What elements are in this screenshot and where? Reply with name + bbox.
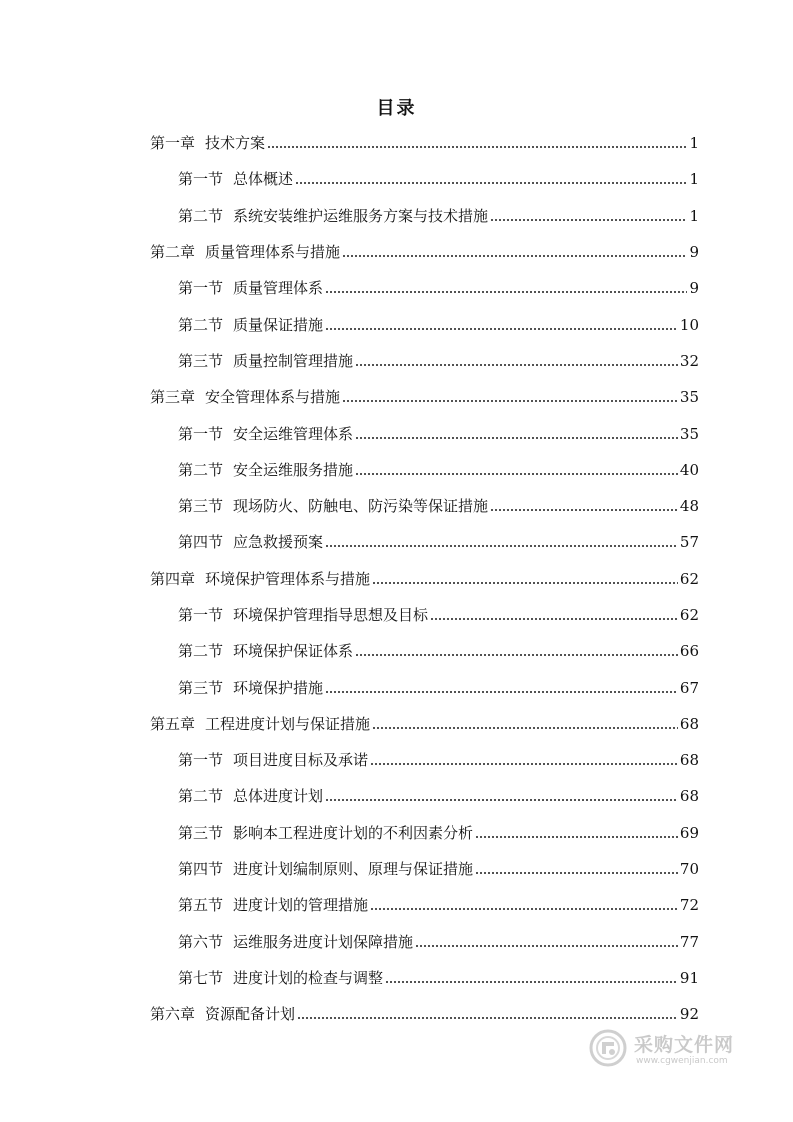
- toc-leader-dots: [415, 945, 678, 947]
- toc-page-number: 68: [679, 787, 699, 806]
- toc-page-number: 1: [689, 170, 699, 189]
- toc-entry-prefix: 第一节: [178, 170, 224, 189]
- toc-entry-text: 进度计划的管理措施: [233, 896, 369, 915]
- toc-page-number: 62: [679, 569, 699, 588]
- toc-entry[interactable]: [0, 161, 793, 197]
- toc-entry-prefix: 第三节: [178, 351, 224, 370]
- toc-entry-text: 总体概述: [233, 170, 294, 189]
- toc-leader-dots: [325, 545, 678, 547]
- toc-leader-dots: [490, 509, 678, 511]
- toc-leader-dots: [370, 763, 678, 765]
- toc-page-number: 9: [689, 243, 699, 262]
- toc-entry-prefix: 第一节: [178, 279, 224, 298]
- toc-entry-text: 质量管理体系: [233, 279, 324, 298]
- toc-entry[interactable]: [0, 306, 793, 342]
- toc-page-number: 68: [679, 751, 699, 770]
- toc-leader-dots: [342, 255, 687, 257]
- toc-entry[interactable]: [0, 960, 793, 996]
- toc-entry-text: 环境保护措施: [233, 678, 324, 697]
- toc-entry-text: 环境保护保证体系: [233, 642, 354, 661]
- toc-entry-prefix: 第二节: [178, 315, 224, 334]
- toc-entry-text: 质量管理体系与措施: [205, 243, 341, 262]
- toc-entry-prefix: 第六节: [178, 932, 224, 951]
- toc-entry-text: 运维服务进度计划保障措施: [233, 932, 414, 951]
- toc-entry-text: 现场防火、防触电、防污染等保证措施: [233, 497, 489, 516]
- toc-page-number: 48: [679, 497, 699, 516]
- toc-leader-dots: [295, 182, 687, 184]
- toc-entry-text: 环境保护管理体系与措施: [205, 569, 371, 588]
- toc-entry[interactable]: [0, 851, 793, 887]
- watermark: [588, 1024, 758, 1074]
- toc-page-number: 57: [679, 533, 699, 552]
- toc-leader-dots: [372, 727, 678, 729]
- toc-entry[interactable]: [0, 234, 793, 270]
- toc-entry-text: 资源配备计划: [205, 1005, 296, 1024]
- toc-entry-text: 安全运维管理体系: [233, 424, 354, 443]
- toc-page-number: 70: [679, 860, 699, 879]
- toc-leader-dots: [325, 291, 687, 293]
- toc-entry[interactable]: [0, 198, 793, 234]
- toc-page-number: 62: [679, 606, 699, 624]
- toc-leader-dots: [342, 400, 678, 402]
- toc-page-number: 35: [679, 424, 699, 443]
- toc-leader-dots: [355, 364, 678, 366]
- toc-leader-dots: [355, 654, 678, 656]
- toc-entry-text: 总体进度计划: [233, 787, 324, 806]
- toc-entry-prefix: 第二节: [178, 460, 224, 479]
- toc-entry-prefix: 第一节: [178, 606, 224, 624]
- toc-entry-prefix: 第四章: [150, 569, 196, 588]
- toc-leader-dots: [490, 219, 687, 221]
- toc-entry[interactable]: [0, 452, 793, 488]
- toc-entry-prefix: 第三节: [178, 823, 224, 842]
- toc-leader-dots: [385, 981, 678, 983]
- toc-entry[interactable]: [0, 669, 793, 705]
- toc-entry[interactable]: [0, 887, 793, 923]
- toc-entry[interactable]: [0, 778, 793, 814]
- toc-entry-prefix: 第三章: [150, 388, 196, 407]
- toc-page-number: 1: [689, 206, 699, 225]
- toc-entry[interactable]: [0, 561, 793, 597]
- toc-entry[interactable]: [0, 742, 793, 778]
- toc-entry[interactable]: [0, 706, 793, 742]
- toc-entry-text: 应急救援预案: [233, 533, 324, 552]
- toc-entry-prefix: 第五节: [178, 896, 224, 915]
- toc-entry-text: 系统安装维护运维服务方案与技术措施: [233, 206, 489, 225]
- toc-entry-text: 项目进度目标及承诺: [233, 751, 369, 770]
- toc-entry-prefix: 第四节: [178, 860, 224, 879]
- watermark-logo-icon: [588, 1028, 628, 1068]
- toc-entry-prefix: 第一章: [150, 134, 196, 153]
- toc-entry-text: 进度计划编制原则、原理与保证措施: [233, 860, 474, 879]
- toc-leader-dots: [372, 582, 678, 584]
- toc-entry[interactable]: [0, 125, 793, 161]
- watermark-site-url: www.cgwenjian.com: [636, 1056, 728, 1066]
- toc-leader-dots: [475, 872, 678, 874]
- toc-entry-prefix: 第二节: [178, 787, 224, 806]
- toc-page-number: 67: [679, 678, 699, 697]
- toc-entry[interactable]: [0, 379, 793, 415]
- toc-page-number: 9: [689, 279, 699, 298]
- toc-entry[interactable]: [0, 524, 793, 560]
- toc-entry-prefix: 第五章: [150, 714, 196, 733]
- toc-page-number: 69: [679, 823, 699, 842]
- toc-leader-dots: [325, 691, 678, 693]
- toc-entry-prefix: 第一节: [178, 751, 224, 770]
- toc-leader-dots: [475, 836, 678, 838]
- toc-entry[interactable]: [0, 597, 793, 633]
- toc-leader-dots: [325, 799, 678, 801]
- toc-entry-text: 安全运维服务措施: [233, 460, 354, 479]
- toc-page-number: 77: [679, 932, 699, 951]
- toc-entry-prefix: 第四节: [178, 533, 224, 552]
- toc-page-number: 1: [689, 134, 699, 153]
- toc-entry-text: 质量保证措施: [233, 315, 324, 334]
- toc-entry-prefix: 第三节: [178, 497, 224, 516]
- toc-entry-text: 技术方案: [205, 134, 266, 153]
- toc-entry[interactable]: [0, 924, 793, 960]
- toc-page-number: 68: [679, 714, 699, 733]
- toc-leader-dots: [430, 618, 678, 620]
- toc-entry[interactable]: [0, 488, 793, 524]
- toc-entry-prefix: 第七节: [178, 968, 224, 987]
- toc-entry-prefix: 第三节: [178, 678, 224, 697]
- toc-entry-text: 工程进度计划与保证措施: [205, 714, 371, 733]
- toc-page-number: 92: [679, 1005, 699, 1024]
- watermark-site-name: 采购文件网: [634, 1034, 735, 1056]
- toc-entry-prefix: 第六章: [150, 1005, 196, 1024]
- toc-entry[interactable]: [0, 270, 793, 306]
- toc-entry-prefix: 第二节: [178, 642, 224, 661]
- toc-leader-dots: [297, 1017, 678, 1019]
- toc-page-number: 40: [679, 460, 699, 479]
- toc-title: 目录: [376, 98, 417, 119]
- toc-leader-dots: [370, 908, 678, 910]
- toc-page-number: 32: [679, 351, 699, 370]
- toc-entry[interactable]: [0, 343, 793, 379]
- toc-leader-dots: [267, 146, 687, 148]
- toc-leader-dots: [355, 437, 678, 439]
- toc-page-number: 35: [679, 388, 699, 407]
- toc-entry[interactable]: [0, 415, 793, 451]
- toc-entry-prefix: 第二节: [178, 206, 224, 225]
- toc-entry[interactable]: [0, 815, 793, 851]
- toc-leader-dots: [325, 328, 678, 330]
- toc-entry-prefix: 第二章: [150, 243, 196, 262]
- toc-entry-text: 质量控制管理措施: [233, 351, 354, 370]
- toc-page-number: 66: [679, 642, 699, 661]
- toc-leader-dots: [355, 473, 678, 475]
- toc-entry-text: 安全管理体系与措施: [205, 388, 341, 407]
- toc-page-number: 72: [679, 896, 699, 915]
- toc-entry-prefix: 第一节: [178, 424, 224, 443]
- toc-entry-text: 进度计划的检查与调整: [233, 968, 384, 987]
- toc-list: [0, 125, 793, 1032]
- toc-entry-text: 影响本工程进度计划的不利因素分析: [233, 823, 474, 842]
- toc-entry-text: 环境保护管理指导思想及目标: [233, 606, 429, 624]
- toc-page-number: 91: [679, 968, 699, 987]
- toc-entry[interactable]: [0, 633, 793, 669]
- toc-page-number: 10: [679, 315, 699, 334]
